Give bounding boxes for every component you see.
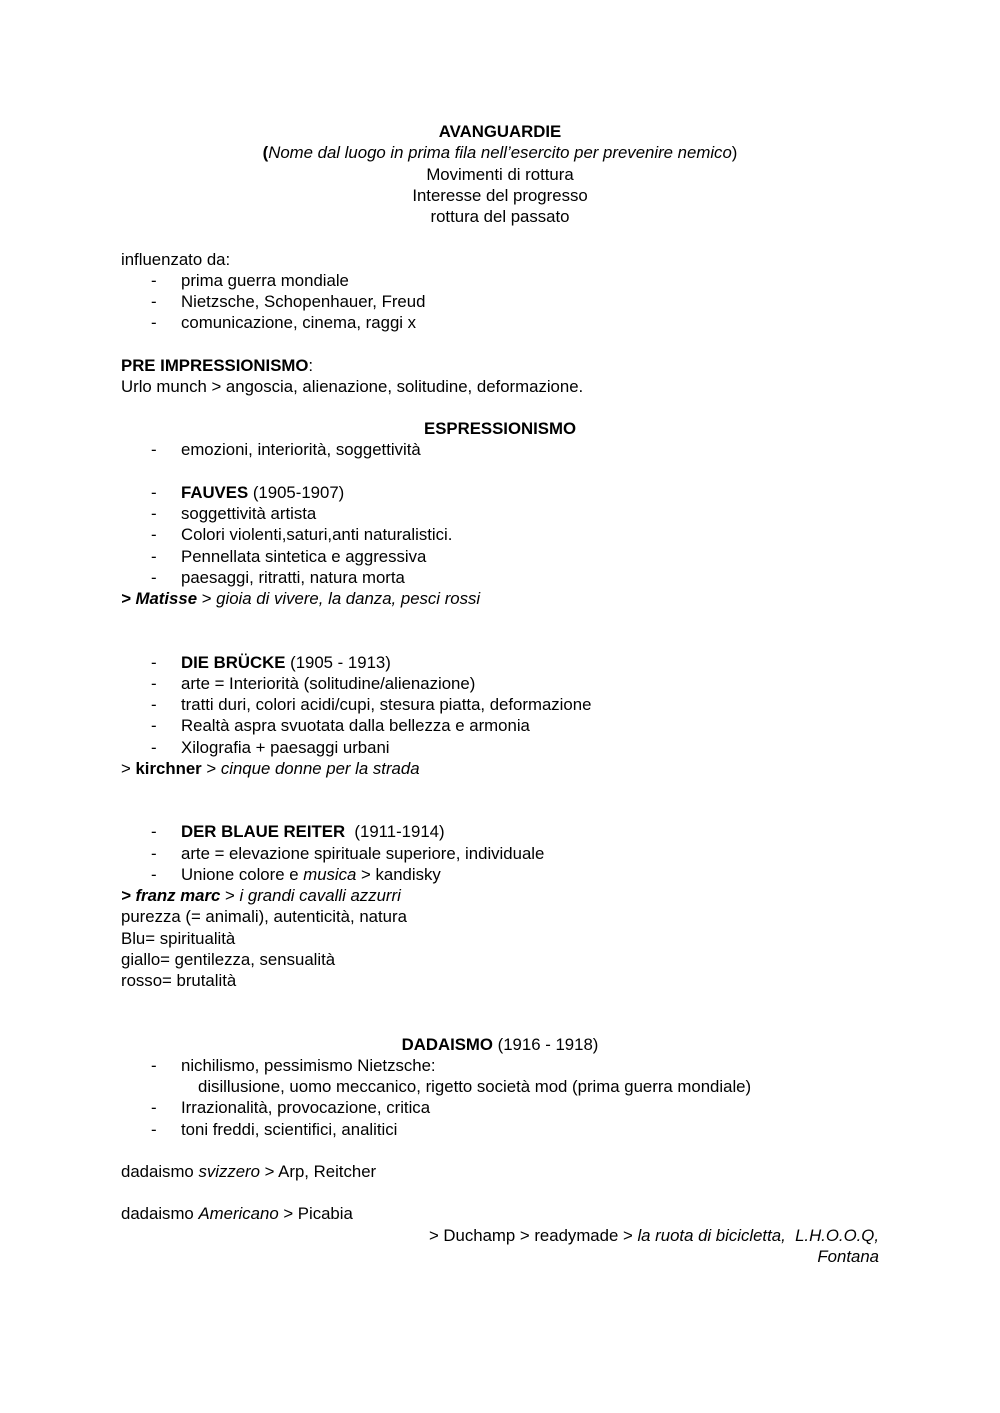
bullet-dash: - [151, 822, 157, 841]
bullet-dash: - [151, 695, 157, 714]
dadaismo-subitem: disillusione, uomo meccanico, rigetto società mod (prima guerra mondiale) [198, 1077, 752, 1096]
bullet-dash: - [151, 653, 157, 672]
fauves-item: Colori violenti,saturi,anti naturalistici. [181, 525, 453, 544]
blaue-reiter-artist-line: > franz marc > i grandi cavalli azzurri [121, 886, 401, 905]
dadaismo-americano-line: dadaismo Americano > Picabia [121, 1204, 353, 1223]
espressionismo-heading: ESPRESSIONISMO [424, 419, 576, 438]
header-line-interesse: Interesse del progresso [412, 186, 588, 205]
fauves-item: paesaggi, ritratti, natura morta [181, 568, 405, 587]
bullet-dash: - [151, 440, 157, 459]
bullet-dash: - [151, 1120, 157, 1139]
duchamp-line: > Duchamp > readymade > la ruota di bicicletta, L.H.O.O.Q, [428, 1226, 879, 1245]
fauves-artist-line: > Matisse > gioia di vivere, la danza, pesci rossi [121, 589, 481, 608]
bullet-dash: - [151, 844, 157, 863]
header-line-rottura: rottura del passato [430, 207, 570, 226]
bullet-dash: - [151, 547, 157, 566]
fauves-item: soggettività artista [181, 504, 317, 523]
color-note: Blu= spiritualità [121, 929, 236, 948]
color-note: rosso= brutalità [121, 971, 237, 990]
influences-label: influenzato da: [121, 250, 231, 269]
bruecke-item: Realtà aspra svuotata dalla bellezza e armonia [181, 716, 530, 735]
influence-item: prima guerra mondiale [181, 271, 349, 290]
bruecke-item: arte = Interiorità (solitudine/alienazione) [181, 674, 476, 693]
fauves-item: Pennellata sintetica e aggressiva [181, 547, 427, 566]
pre-impressionismo-text: Urlo munch > angoscia, alienazione, solitudine, deformazione. [121, 377, 584, 396]
bullet-dash: - [151, 1056, 157, 1075]
bullet-dash: - [151, 738, 157, 757]
bruecke-heading: DIE BRÜCKE (1905 - 1913) [181, 653, 391, 672]
dadaismo-item: toni freddi, scientifici, analitici [181, 1120, 398, 1139]
bullet-dash: - [151, 865, 157, 884]
bullet-dash: - [151, 716, 157, 735]
dadaismo-svizzero-line: dadaismo svizzero > Arp, Reitcher [121, 1162, 377, 1181]
dadaismo-item: Irrazionalità, provocazione, critica [181, 1098, 431, 1117]
bullet-dash: - [151, 1098, 157, 1117]
doc-subtitle-note: (Nome dal luogo in prima fila nell’esercito per prevenire nemico) [262, 143, 738, 162]
bruecke-item: tratti duri, colori acidi/cupi, stesura piatta, deformazione [181, 695, 592, 714]
espressionismo-item: emozioni, interiorità, soggettività [181, 440, 421, 459]
bruecke-item: Xilografia + paesaggi urbani [181, 738, 390, 757]
blaue-reiter-item: Unione colore e musica > kandisky [181, 865, 441, 884]
doc-title: AVANGUARDIE [438, 122, 562, 141]
bullet-dash: - [151, 292, 157, 311]
influence-item: Nietzsche, Schopenhauer, Freud [181, 292, 426, 311]
bullet-dash: - [151, 483, 157, 502]
fontana-line: Fontana [817, 1247, 879, 1266]
bullet-dash: - [151, 313, 157, 332]
bullet-dash: - [151, 674, 157, 693]
header-line-movimenti: Movimenti di rottura [426, 165, 574, 184]
bullet-dash: - [151, 568, 157, 587]
dadaismo-heading: DADAISMO (1916 - 1918) [401, 1035, 599, 1054]
color-note: giallo= gentilezza, sensualità [121, 950, 336, 969]
pre-impressionismo-heading: PRE IMPRESSIONISMO: [121, 356, 314, 375]
blaue-reiter-item: arte = elevazione spirituale superiore, individuale [181, 844, 545, 863]
bullet-dash: - [151, 525, 157, 544]
bullet-dash: - [151, 504, 157, 523]
blaue-reiter-heading: DER BLAUE REITER (1911-1914) [181, 822, 445, 841]
bruecke-artist-line: > kirchner > cinque donne per la strada [121, 759, 420, 778]
influence-item: comunicazione, cinema, raggi x [181, 313, 417, 332]
dadaismo-item: nichilismo, pessimismo Nietzsche: [181, 1056, 436, 1075]
bullet-dash: - [151, 271, 157, 290]
color-note: purezza (= animali), autenticità, natura [121, 907, 407, 926]
fauves-heading: FAUVES (1905-1907) [181, 483, 345, 502]
